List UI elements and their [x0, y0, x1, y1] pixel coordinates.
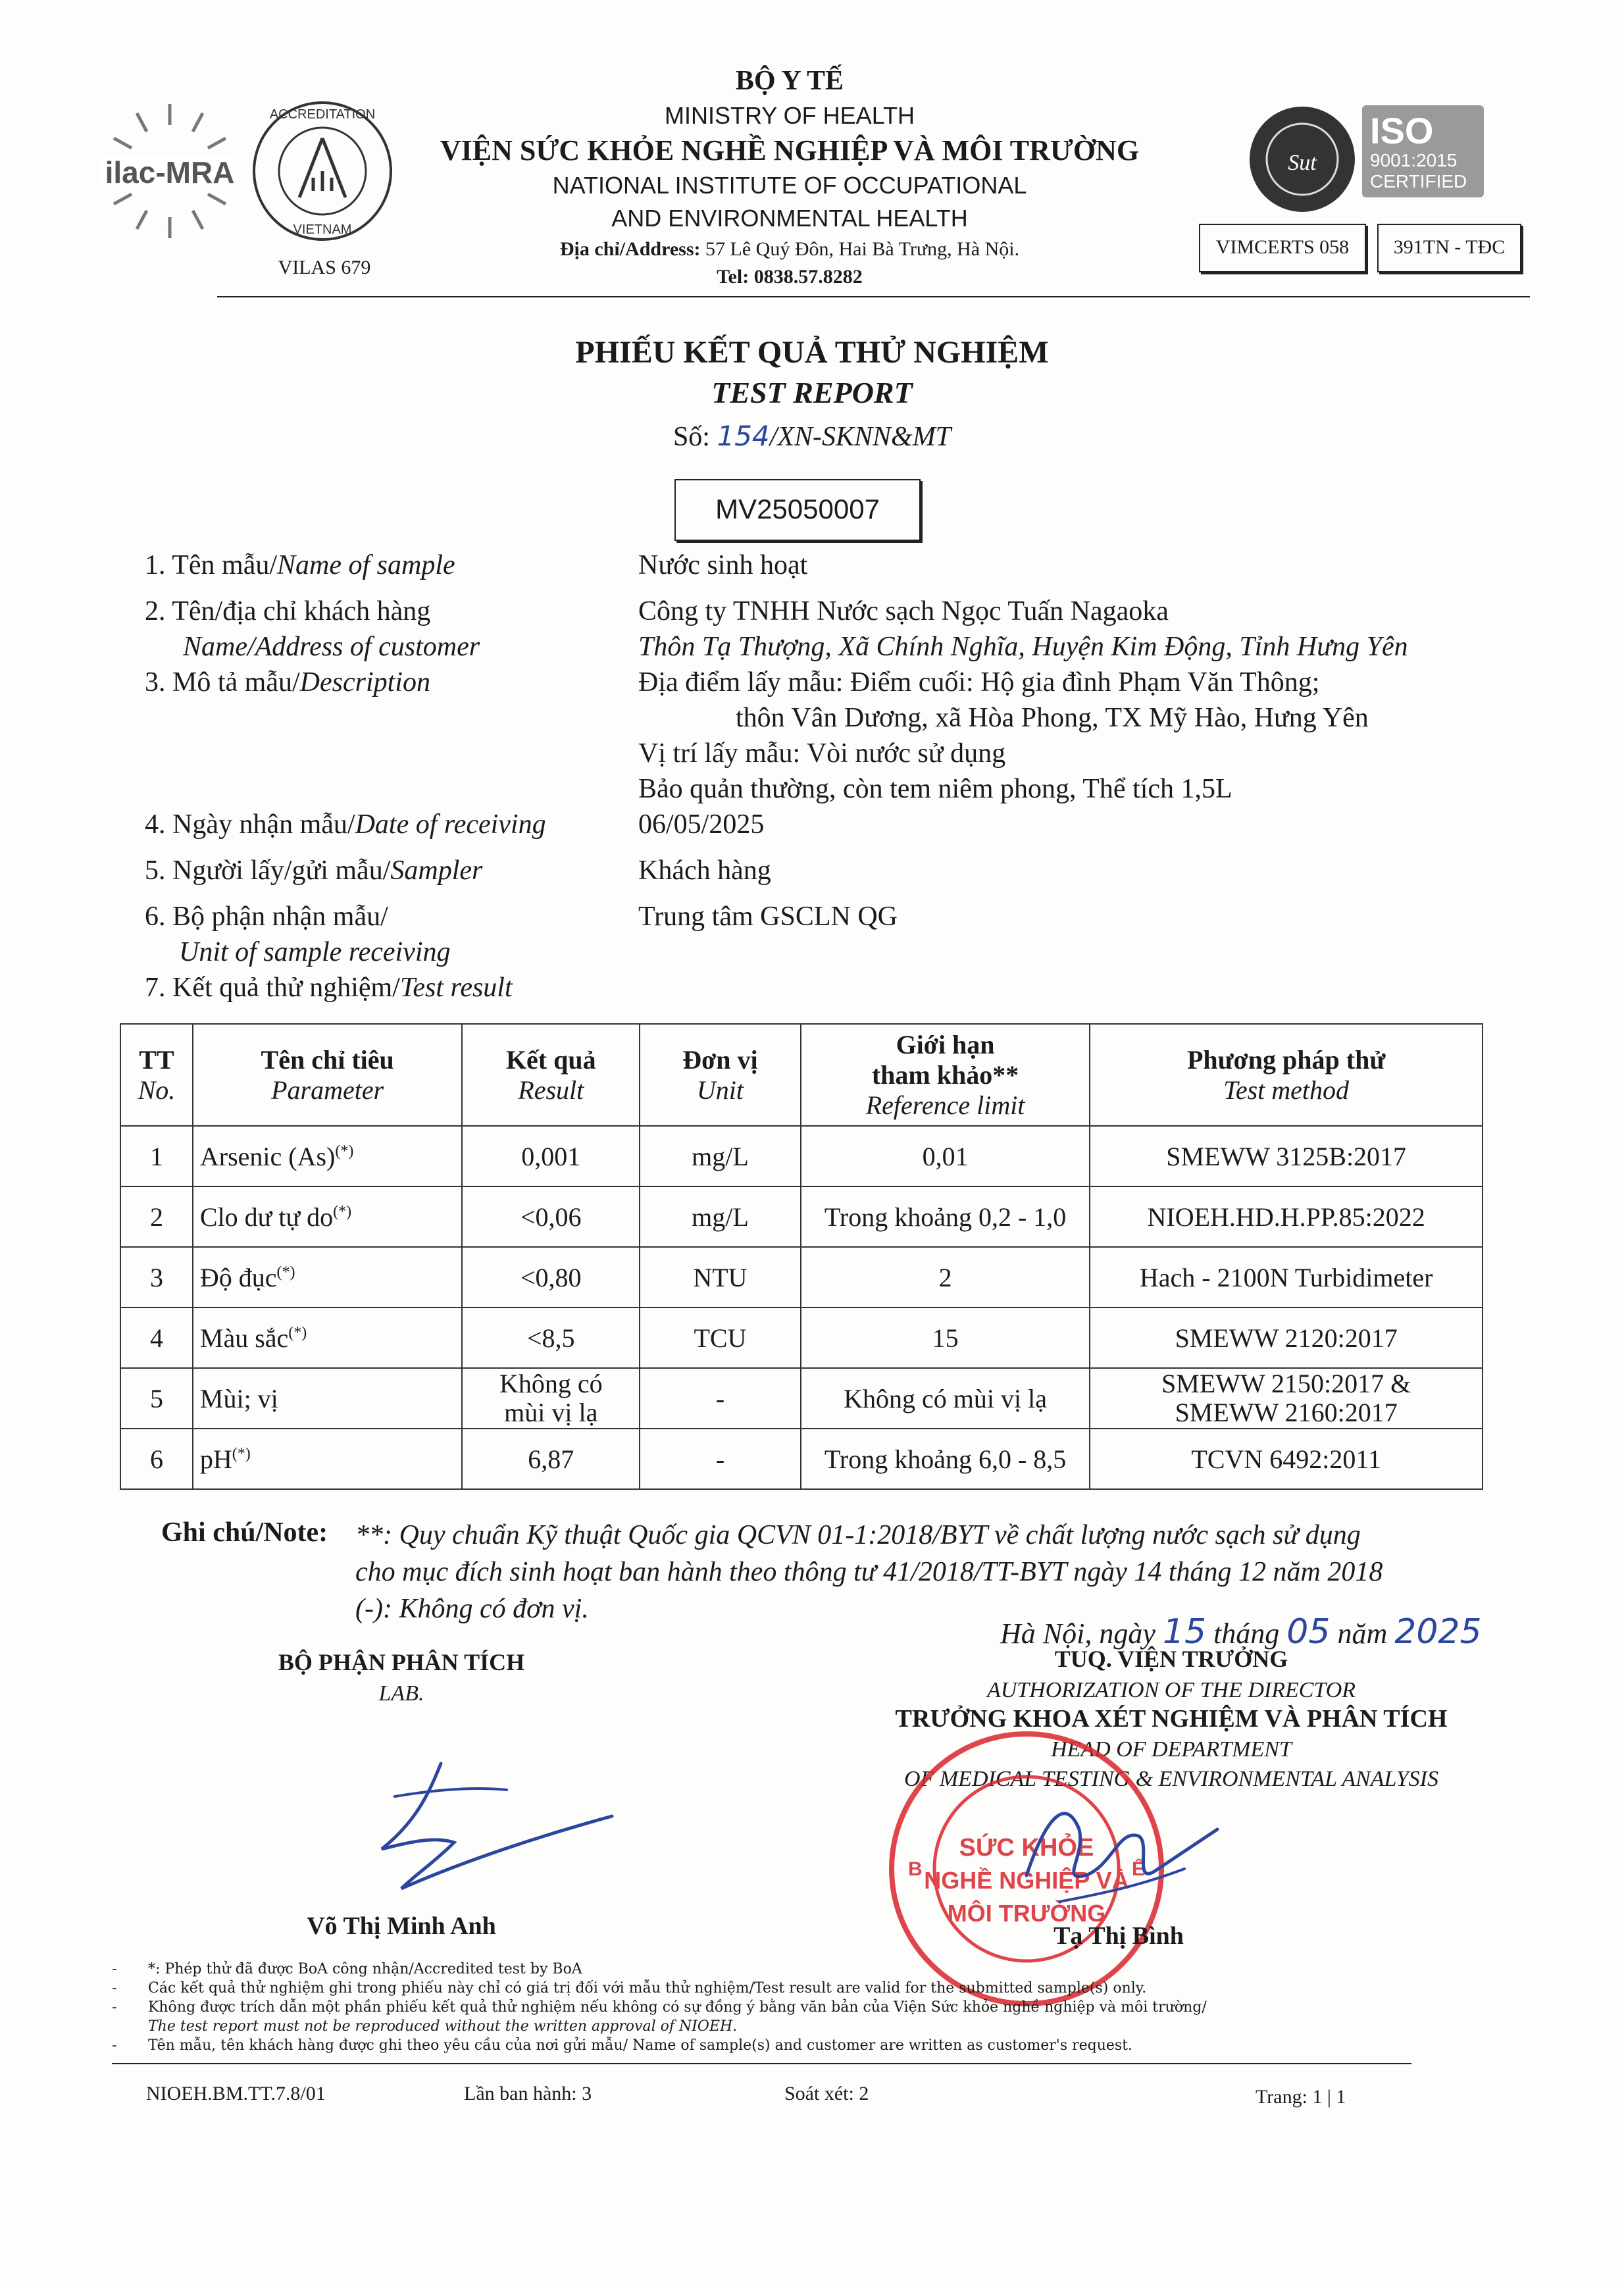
iso-badge	[1362, 105, 1484, 197]
results-table	[120, 1023, 1483, 1490]
info-value-customer: Công ty TNHH Nước sạch Ngọc Tuấn Nagaoka	[638, 596, 1169, 626]
info-value-description-3: Vị trí lấy mẫu: Vòi nước sử dụng	[638, 738, 1006, 769]
department-name-en: OF MEDICAL TESTING & ENVIRONMENTAL ANALYSIS	[904, 1767, 1438, 1791]
svg-text:NGHỀ NGHIỆP VÀ: NGHỀ NGHIỆP VÀ	[924, 1867, 1129, 1894]
lab-subtitle: LAB.	[378, 1681, 424, 1706]
review: Soát xét: 2	[784, 2083, 869, 2104]
info-label-7: 7. Kết quả thử nghiệm/Test result	[145, 973, 513, 1003]
vilas-code: VILAS 679	[278, 257, 371, 278]
page-number: Trang: 1 | 1	[1256, 2086, 1346, 2108]
date-year: 2025	[1394, 1612, 1482, 1652]
address: 57 Lê Quý Đôn, Hai Bà Trưng, Hà Nội.	[705, 238, 1020, 260]
director-signer-name: Tạ Thị Bình	[1053, 1922, 1184, 1950]
ilac-mra-logo	[97, 99, 242, 243]
lab-signer-name: Võ Thị Minh Anh	[307, 1912, 496, 1940]
table-row: 6 pH(*) 6,87 - Trong khoảng 6,0 - 8,5 TCVN 6492:2011	[120, 1429, 1483, 1489]
info-label-5: 5. Người lấy/gửi mẫu/Sampler	[145, 855, 483, 886]
svg-text:MÔI TRƯỜNG: MÔI TRƯỜNG	[947, 1900, 1106, 1927]
accreditation-seal	[250, 99, 395, 243]
info-value-receiving-unit: Trung tâm GSCLN QG	[638, 902, 898, 932]
note-line-1: **: Quy chuẩn Kỹ thuật Quốc gia QCVN 01-1:2018/BYT về chất lượng nước sạch sử dụng	[355, 1520, 1361, 1550]
info-label-2-en: Name/Address of customer	[183, 632, 480, 662]
col-unit: Đơn vị Unit	[640, 1024, 801, 1126]
institute-en-2: AND ENVIRONMENTAL HEALTH	[611, 205, 968, 232]
footnote-3: - Không được trích dẫn một phần phiếu kết quả thử nghiệm nếu không có sự đồng ý bằng văn bản của Viện Sức khỏe nghề nghiệp và môi trường/	[112, 1999, 1207, 2016]
iso-certified: CERTIFIED	[1370, 171, 1467, 191]
svg-text:SỨC KHỎE: SỨC KHỎE	[959, 1834, 1094, 1862]
note-label: Ghi chú/Note:	[161, 1517, 328, 1548]
svg-text:ACCREDITATION: ACCREDITATION	[269, 107, 376, 122]
report-title-vi: PHIẾU KẾT QUẢ THỬ NGHIỆM	[575, 335, 1049, 370]
table-row: 4 Màu sắc(*) <8,5 TCU 15 SMEWW 2120:2017	[120, 1308, 1483, 1368]
report-number-suffix: /XN-SKNN&MT	[769, 422, 952, 452]
address-label: Địa chỉ/Address:	[559, 238, 701, 260]
col-result: Kết quả Result	[462, 1024, 640, 1126]
lab-title: BỘ PHẬN PHÂN TÍCH	[278, 1649, 525, 1675]
tdc-code: 391TN - TĐC	[1377, 224, 1521, 272]
col-no: TT No.	[120, 1024, 193, 1126]
form-code: NIOEH.BM.TT.7.8/01	[146, 2083, 326, 2104]
table-row: 1 Arsenic (As)(*) 0,001 mg/L 0,01 SMEWW 3125B:2017	[120, 1126, 1483, 1186]
department-head-vi: TRƯỞNG KHOA XÉT NGHIỆM VÀ PHÂN TÍCH	[895, 1705, 1448, 1733]
director-signature	[987, 1737, 1224, 1935]
table-row: 5 Mùi; vị Không có mùi vị lạ - Không có mùi vị lạ SMEWW 2150:2017 & SMEWW 2160:2017	[120, 1368, 1483, 1429]
info-value-sample-name: Nước sinh hoạt	[638, 550, 808, 580]
director-authority-en: AUTHORIZATION OF THE DIRECTOR	[986, 1678, 1356, 1702]
iso-title: ISO	[1370, 110, 1434, 151]
tel-line	[408, 264, 1171, 290]
svg-text:Ế: Ế	[1132, 1858, 1146, 1880]
info-label-6: 6. Bộ phận nhận mẫu/	[145, 902, 388, 932]
info-label-4: 4. Ngày nhận mẫu/Date of receiving	[145, 809, 546, 840]
info-label-3: 3. Mô tả mẫu/Description	[145, 667, 430, 698]
table-row: 2 Clo dư tự do(*) <0,06 mg/L Trong khoảng 0,2 - 1,0 NIOEH.HD.H.PP.85:2022	[120, 1186, 1483, 1247]
tel-label: Tel:	[717, 266, 749, 288]
info-value-description-2: thôn Vân Dương, xã Hòa Phong, TX Mỹ Hào, Hưng Yên	[736, 703, 1369, 733]
svg-text:Sut: Sut	[1288, 151, 1317, 175]
info-label-1: 1. Tên mẫu/Name of sample	[145, 550, 455, 580]
info-value-description-4: Bảo quản thường, còn tem niêm phong, Thể tích 1,5L	[638, 774, 1232, 804]
lab-signature	[355, 1750, 632, 1921]
footnote-1: - *: Phép thử đã được BoA công nhận/Accredited test by BoA	[112, 1961, 582, 1977]
vimcerts-code: VIMCERTS 058	[1199, 224, 1366, 272]
info-label-6-en: Unit of sample receiving	[179, 937, 451, 967]
info-label-2: 2. Tên/địa chỉ khách hàng	[145, 596, 431, 626]
director-authority: TUQ. VIỆN TRƯỞNG	[1054, 1646, 1288, 1672]
info-value-date: 06/05/2025	[638, 809, 765, 840]
note-line-3: (-): Không có đơn vị.	[355, 1594, 589, 1624]
svg-text:ilac-MRA: ilac-MRA	[105, 155, 235, 190]
department-head-en: HEAD OF DEPARTMENT	[1051, 1737, 1292, 1762]
footnote-3-en: The test report must not be reproduced without the written approval of NIOEH.	[148, 2018, 738, 2035]
info-value-customer-address: Thôn Tạ Thượng, Xã Chính Nghĩa, Huyện Kim Động, Tỉnh Hưng Yên	[638, 632, 1408, 662]
note-text	[355, 1517, 1474, 1627]
col-parameter: Tên chỉ tiêu Parameter	[193, 1024, 463, 1126]
institute-header	[408, 63, 1171, 290]
tel: 0838.57.8282	[753, 266, 863, 288]
ministry-vi: BỘ Y TẾ	[735, 66, 844, 96]
report-title-en: TEST REPORT	[711, 376, 913, 409]
iso-standard: 9001:2015	[1370, 150, 1458, 170]
table-header-row	[120, 1024, 1483, 1126]
info-value-sampler: Khách hàng	[638, 855, 771, 886]
report-number-label: Số:	[672, 422, 710, 452]
address-line	[408, 235, 1171, 264]
place-date: Hà Nội, ngày 15 tháng 05 năm 2025	[1000, 1612, 1482, 1652]
footnote-4: - Tên mẫu, tên khách hàng được ghi theo yêu cầu của nơi gửi mẫu/ Name of sample(s) and customer are written as customer's request.	[112, 2037, 1133, 2054]
svg-text:B: B	[908, 1858, 923, 1880]
ministry-en: MINISTRY OF HEALTH	[664, 102, 915, 129]
sample-id: MV25050007	[674, 479, 921, 541]
date-month: 05	[1286, 1612, 1331, 1652]
header-divider	[217, 296, 1530, 297]
note-line-2: cho mục đích sinh hoạt ban hành theo thông tư 41/2018/TT-BYT ngày 14 tháng 12 năm 2018	[355, 1557, 1383, 1587]
col-reference-limit: Giới hạn tham khảo** Reference limit	[801, 1024, 1090, 1126]
edition: Lần ban hành: 3	[464, 2083, 592, 2104]
footer-divider	[112, 2063, 1411, 2064]
table-row: 3 Độ đục(*) <0,80 NTU 2 Hach - 2100N Turbidimeter	[120, 1247, 1483, 1308]
certification-seal	[1247, 104, 1358, 215]
report-number-handwritten: 154	[717, 420, 770, 452]
institute-vi: VIỆN SỨC KHỎE NGHỀ NGHIỆP VÀ MÔI TRƯỜNG	[440, 134, 1140, 166]
svg-text:VIETNAM: VIETNAM	[293, 222, 352, 237]
footnote-2: - Các kết quả thử nghiệm ghi trong phiếu này chỉ có giá trị đối với mẫu thử nghiệm/Test result are valid for the submitted sample(s) only.	[112, 1980, 1147, 1996]
col-test-method: Phương pháp thử Test method	[1090, 1024, 1483, 1126]
date-day: 15	[1162, 1612, 1207, 1652]
institute-en-1: NATIONAL INSTITUTE OF OCCUPATIONAL	[552, 172, 1027, 199]
info-value-description-1: Địa điểm lấy mẫu: Điểm cuối: Hộ gia đình Phạm Văn Thông;	[638, 667, 1320, 698]
report-number	[0, 420, 1624, 453]
